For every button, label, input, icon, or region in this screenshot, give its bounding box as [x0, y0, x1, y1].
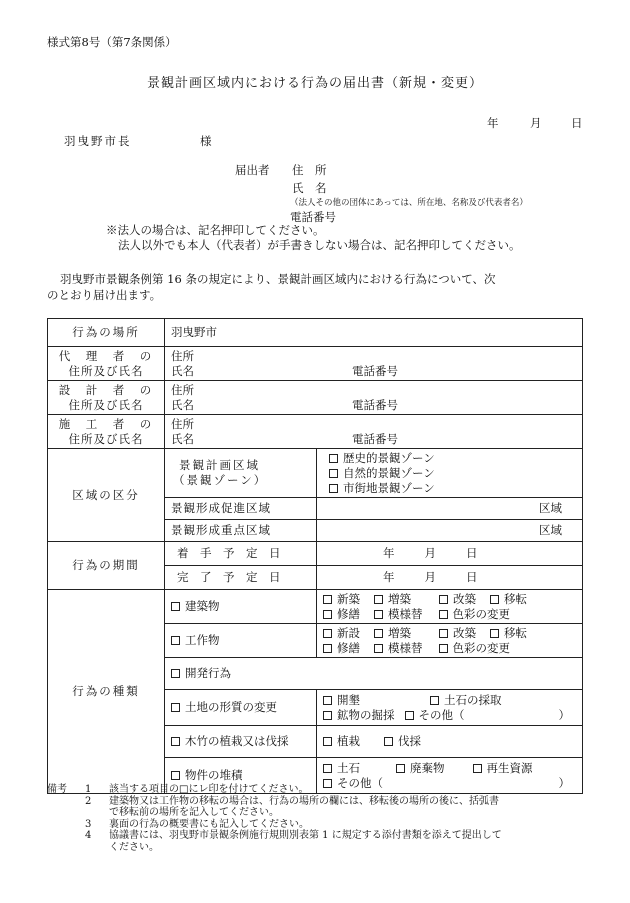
agent-fields[interactable]: [165, 347, 583, 381]
zone-historic-label: 歴史的景観ゾーン: [343, 450, 435, 465]
zone-label: [165, 449, 317, 498]
agent-phone-label: 電話番号: [352, 363, 398, 378]
start-day: 日: [466, 546, 478, 560]
end-month: 月: [424, 570, 436, 584]
opt-color: 色彩の変更: [452, 640, 510, 655]
designer-label: [48, 381, 165, 415]
zone-label-line1: 景観計画区域: [179, 458, 260, 472]
checkbox-icon[interactable]: [171, 602, 180, 611]
checkbox-icon[interactable]: [323, 696, 332, 705]
note-number: 2: [85, 795, 92, 807]
designer-row: [48, 381, 583, 415]
checkbox-icon[interactable]: [384, 737, 393, 746]
opt-relocate: 移転: [504, 625, 527, 640]
opt-extend: 増築: [388, 591, 411, 606]
building-options: [317, 590, 583, 624]
close-paren: ）: [558, 775, 570, 790]
addressee-honorific: 様: [200, 134, 212, 148]
place-value[interactable]: 羽曳野市: [165, 319, 583, 347]
land-cell[interactable]: [165, 690, 317, 726]
checkbox-icon[interactable]: [323, 629, 332, 638]
note-text: 協議書には、羽曳野市景観条例施行規則別表第 1 に規定する添付書類を添えて提出して: [109, 830, 502, 841]
structure-options: [317, 624, 583, 658]
opt-pile-other: その他（: [337, 775, 383, 790]
designer-phone-label: 電話番号: [352, 397, 398, 412]
note-item: [47, 819, 587, 831]
notes-head: 備考: [47, 784, 67, 795]
checkbox-icon[interactable]: [329, 454, 338, 463]
development-label: 開発行為: [185, 666, 231, 680]
checkbox-icon[interactable]: [171, 771, 180, 780]
key-label: 景観形成重点区域: [165, 520, 317, 542]
designer-label-line2: 住所及び氏名: [68, 397, 144, 412]
checkbox-icon[interactable]: [396, 764, 405, 773]
promo-label: 景観形成促進区域: [165, 498, 317, 520]
checkbox-icon[interactable]: [323, 610, 332, 619]
note-text: 建築物又は工作物の移転の場合は、行為の場所の欄には、移転後の場所の後に、括弧書: [109, 795, 499, 807]
building-row: [48, 590, 583, 624]
opt-rebuild: 改築: [453, 625, 476, 640]
opt-waste: 廃棄物: [410, 760, 445, 775]
land-label: 土地の形質の変更: [185, 700, 277, 714]
checkbox-icon[interactable]: [323, 737, 332, 746]
stamp-note-2: 法人以外でも本人（代表者）が手書きしない場合は、記名押印してください。: [118, 238, 521, 252]
checkbox-icon[interactable]: [171, 703, 180, 712]
note-number: 4: [85, 830, 92, 841]
checkbox-icon[interactable]: [490, 595, 499, 604]
addressee-name: 羽曳野市長: [64, 134, 132, 148]
note-number: 3: [85, 818, 92, 830]
building-cell[interactable]: [165, 590, 317, 624]
builder-label-line2: 住所及び氏名: [68, 431, 144, 446]
applicant-name-label: 氏 名: [292, 181, 327, 195]
note-text-cont: ください。: [109, 841, 159, 853]
start-month: 月: [424, 546, 436, 560]
opt-repair: 修繕: [337, 640, 360, 655]
zone-label-line2: （景観ゾーン）: [173, 473, 268, 487]
applicant-address-label: 住 所: [292, 163, 327, 177]
checkbox-icon[interactable]: [171, 669, 180, 678]
builder-row: [48, 415, 583, 449]
checkbox-icon[interactable]: [323, 764, 332, 773]
trees-cell[interactable]: [165, 726, 317, 758]
structure-label: 工作物: [185, 633, 220, 647]
type-label: 行為の種類: [48, 590, 165, 794]
form-number: 様式第8号（第7条関係）: [47, 35, 177, 49]
opt-color: 色彩の変更: [452, 606, 510, 621]
zone-option-historic[interactable]: [329, 451, 576, 466]
note-item: [47, 796, 587, 819]
applicant-corp-note: （法人その他の団体にあっては、所在地、名称及び代表者名）: [290, 198, 528, 208]
designer-name-label: 氏名: [171, 397, 194, 412]
opt-repair: 修繕: [337, 606, 360, 621]
agent-row: [48, 347, 583, 381]
body-line-2: のとおり届け出ます。: [47, 288, 162, 302]
builder-phone-label: 電話番号: [352, 431, 398, 446]
checkbox-icon[interactable]: [374, 610, 383, 619]
note-number: 1: [85, 784, 92, 795]
period-label: 行為の期間: [48, 542, 165, 590]
checkbox-icon[interactable]: [171, 636, 180, 645]
trees-label: 木竹の植栽又は伐採: [185, 734, 289, 748]
builder-name-label: 氏名: [171, 431, 194, 446]
builder-label: [48, 415, 165, 449]
date-year: 年: [487, 116, 499, 130]
end-date[interactable]: [317, 566, 583, 590]
builder-fields[interactable]: [165, 415, 583, 449]
promo-value[interactable]: [317, 498, 583, 520]
checkbox-icon[interactable]: [490, 629, 499, 638]
checkbox-icon[interactable]: [323, 711, 332, 720]
note-item: [47, 830, 587, 853]
agent-label-line2: 住所及び氏名: [68, 363, 144, 378]
zone-options: [317, 449, 583, 498]
zone-urban-label: 市街地景観ゾーン: [343, 480, 435, 495]
agent-name-label: 氏名: [171, 363, 194, 378]
opt-felling: 伐採: [398, 734, 421, 748]
pile-label: 物件の堆積: [185, 768, 243, 782]
building-label: 建築物: [185, 599, 220, 613]
area-label: 区域の区分: [48, 449, 165, 542]
note-item: [47, 784, 587, 796]
notes: [47, 784, 587, 853]
checkbox-icon[interactable]: [323, 644, 332, 653]
notification-table: [47, 318, 583, 794]
opt-soil: 土石: [337, 760, 360, 775]
builder-label-line1: 施 工 者 の: [58, 416, 154, 431]
key-suffix: 区域: [539, 523, 562, 537]
checkbox-icon[interactable]: [439, 595, 448, 604]
checkbox-icon[interactable]: [439, 629, 448, 638]
opt-new-install: 新設: [337, 625, 360, 640]
checkbox-icon[interactable]: [374, 629, 383, 638]
structure-cell[interactable]: [165, 624, 317, 658]
note-text-cont: で移転前の場所を記入してください。: [109, 807, 279, 818]
zone-natural-label: 自然的景観ゾーン: [343, 465, 435, 480]
opt-new: 新築: [337, 591, 360, 606]
close-paren: ）: [558, 707, 570, 722]
opt-remodel: 模様替: [388, 606, 423, 621]
start-row: [48, 542, 583, 566]
place-label: 行為の場所: [48, 319, 165, 347]
checkbox-icon[interactable]: [439, 610, 448, 619]
designer-address-label: 住所: [171, 382, 194, 397]
start-date[interactable]: [317, 542, 583, 566]
checkbox-icon[interactable]: [323, 595, 332, 604]
end-day: 日: [466, 570, 478, 584]
checkbox-icon[interactable]: [329, 469, 338, 478]
development-cell[interactable]: [165, 658, 583, 690]
opt-mining: 鉱物の掘採: [337, 707, 395, 722]
opt-remodel: 模様替: [388, 640, 423, 655]
checkbox-icon[interactable]: [374, 644, 383, 653]
land-options: [317, 690, 583, 726]
stamp-note-1: ※法人の場合は、記名押印してください。: [106, 223, 325, 237]
opt-rebuild: 改築: [453, 591, 476, 606]
zone-row: [48, 449, 583, 498]
agent-label: [48, 347, 165, 381]
body-line-1: 羽曳野市景観条例第 16 条の規定により、景観計画区域内における行為について、次: [60, 272, 496, 286]
checkbox-icon[interactable]: [473, 764, 482, 773]
checkbox-icon[interactable]: [405, 711, 414, 720]
zone-option-urban[interactable]: [329, 481, 576, 496]
opt-planting: 植栽: [337, 734, 360, 748]
agent-label-line1: 代 理 者 の: [58, 348, 154, 363]
checkbox-icon[interactable]: [430, 696, 439, 705]
opt-cultivate: 開墾: [337, 692, 360, 707]
applicant-label: 届出者: [235, 163, 270, 177]
place-row: [48, 319, 583, 347]
note-text: 該当する項目の□にレ印を付けてください。: [109, 784, 309, 795]
end-year: 年: [383, 570, 395, 584]
applicant-phone-label: 電話番号: [290, 210, 336, 224]
date-month: 月: [530, 116, 542, 130]
checkbox-icon[interactable]: [374, 595, 383, 604]
promo-suffix: 区域: [539, 501, 562, 515]
opt-extend: 増築: [388, 625, 411, 640]
checkbox-icon[interactable]: [439, 644, 448, 653]
designer-fields[interactable]: [165, 381, 583, 415]
opt-soil-extraction: 土石の採取: [444, 692, 502, 707]
zone-option-natural[interactable]: [329, 466, 576, 481]
trees-options: [317, 726, 583, 758]
note-text: 裏面の行為の概要書にも記入してください。: [109, 818, 309, 830]
start-year: 年: [383, 546, 395, 560]
checkbox-icon[interactable]: [171, 737, 180, 746]
designer-label-line1: 設 計 者 の: [58, 382, 154, 397]
date-day: 日: [571, 116, 583, 130]
opt-relocate: 移転: [504, 591, 527, 606]
key-value[interactable]: [317, 520, 583, 542]
end-label: 完 了 予 定 日: [165, 566, 317, 590]
opt-land-other: その他（: [418, 707, 465, 722]
builder-address-label: 住所: [171, 416, 194, 431]
start-label: 着 手 予 定 日: [165, 542, 317, 566]
opt-recycled: 再生資源: [486, 760, 533, 775]
checkbox-icon[interactable]: [329, 484, 338, 493]
page-title: 景観計画区域内における行為の届出書（新規・変更）: [146, 76, 483, 91]
agent-address-label: 住所: [171, 348, 194, 363]
